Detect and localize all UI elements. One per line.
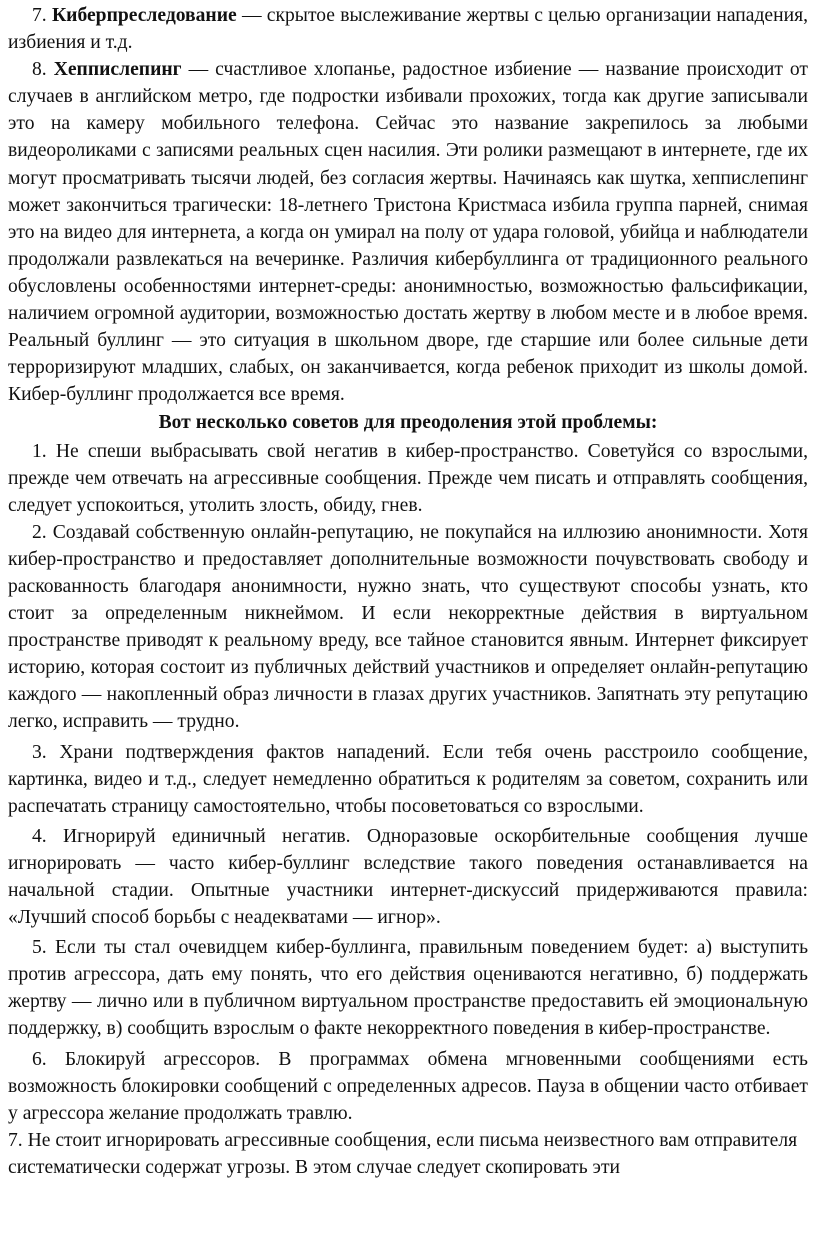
tip-7: 7. Не стоит игнорировать агрессивные сообщения, если письма неизвестного вам отправителя систематически содержат угрозы. В этом случае следует скопировать эти	[8, 1129, 798, 1178]
term-cyberstalking: Киберпреследование	[51, 5, 237, 26]
tip-3: 3. Храни подтверждения фактов нападений. Если тебя очень расстроило сообщение, картинка, видео и т.д., следует немедленно обратиться к родителям за советом, сохранить или распечатать страницу самостоятельно, чтобы посоветоваться со взрослыми.	[8, 741, 808, 817]
paragraph-happy-slapping	[8, 56, 808, 408]
term-happy-slapping: Хеппислепинг	[53, 59, 182, 81]
tip-2: 2. Создавай собственную онлайн-репутацию, не покупайся на иллюзию анонимности. Хотя кибер-пространство и предоставляет дополнительные возможности почувствовать свободу и раскованность благодаря анонимности, нужно знать, что существуют способы узнать, кто стоит за определенным никнеймом. И если некорректные действия в виртуальном пространстве приводят к реальному вреду, все тайное становится явным. Интернет фиксирует историю, которая состоит из публичных действий участников и определяет онлайн-репутацию каждого — накопленный образ личности в глазах других участников. Запятнать эту репутацию легко, исправить — трудно.	[8, 521, 808, 733]
paragraph-text: — скрытое выслеживание жертвы с целью организации нападения, избиения и т.д.	[8, 5, 808, 54]
paragraph-number: 8.	[32, 59, 47, 81]
tip-1: 1. Не спеши выбрасывать свой негатив в кибер-пространство. Советуйся со взрослыми, прежде чем отвечать на агрессивные сообщения. Прежде чем писать и отправлять сообщения, следует успокоиться, утолить злость, обиду, гнев.	[8, 440, 808, 516]
tips-heading: Вот несколько советов для преодоления этой проблемы:	[158, 412, 658, 434]
tip-6: 6. Блокируй агрессоров. В программах обмена мгновенными сообщениями есть возможность блокировки сообщений с определенных адресов. Пауза в общении часто отбивает у агрессора желание продолжать травлю.	[8, 1048, 808, 1124]
paragraph-cyberstalking	[8, 2, 808, 56]
tip-4: 4. Игнорируй единичный негатив. Одноразовые оскорбительные сообщения лучше игнорировать — часто кибер-буллинг вследствие такого поведения останавливается на начальной стадии. Опытные участники интернет-дискуссий придерживаются правила: «Лучший способ борьбы с неадекватами — игнор».	[8, 825, 808, 929]
document-page	[0, 2, 816, 1247]
paragraph-text: — счастливое хлопанье, радостное избиение — название происходит от случаев в английском метро, где подростки избивали прохожих, тогда как другие записывали это на камеру мобильного телефона. Сейчас это название закрепилось за любыми видеороликами с записями реальных сцен насилия. Эти ролики размещают в интернете, где их могут просматривать тысячи людей, без согласия жертвы. Начинаясь как шутка, хеппислепинг может закончиться трагически: 18-летнего Тристона Кристмаса избила группа парней, снимая это на видео для интернета, а когда он умирал на полу от удара головой, убийца и наблюдатели продолжали развлекаться на вечеринке. Различия кибербуллинга от традиционного реального обусловлены особенностями интернет-среды: анонимностью, возможностью фальсификации, наличием огромной аудитории, возможностью достать жертву в любом месте и в любое время. Реальный буллинг — это ситуация в школьном дворе, где старшие или более сильные дети терроризируют младших, слабых, он заканчивается, когда ребенок приходит из школы домой. Кибер-буллинг продолжается все время.	[8, 59, 808, 406]
paragraph-number: 7.	[32, 5, 47, 26]
tip-5: 5. Если ты стал очевидцем кибер-буллинга, правильным поведением будет: а) выступить против агрессора, дать ему понять, что его действия оцениваются негативно, б) поддержать жертву — лично или в публичном виртуальном пространстве предоставить ей эмоциональную поддержку, в) сообщить взрослым о факте некорректного поведения в кибер-пространстве.	[8, 937, 808, 1040]
